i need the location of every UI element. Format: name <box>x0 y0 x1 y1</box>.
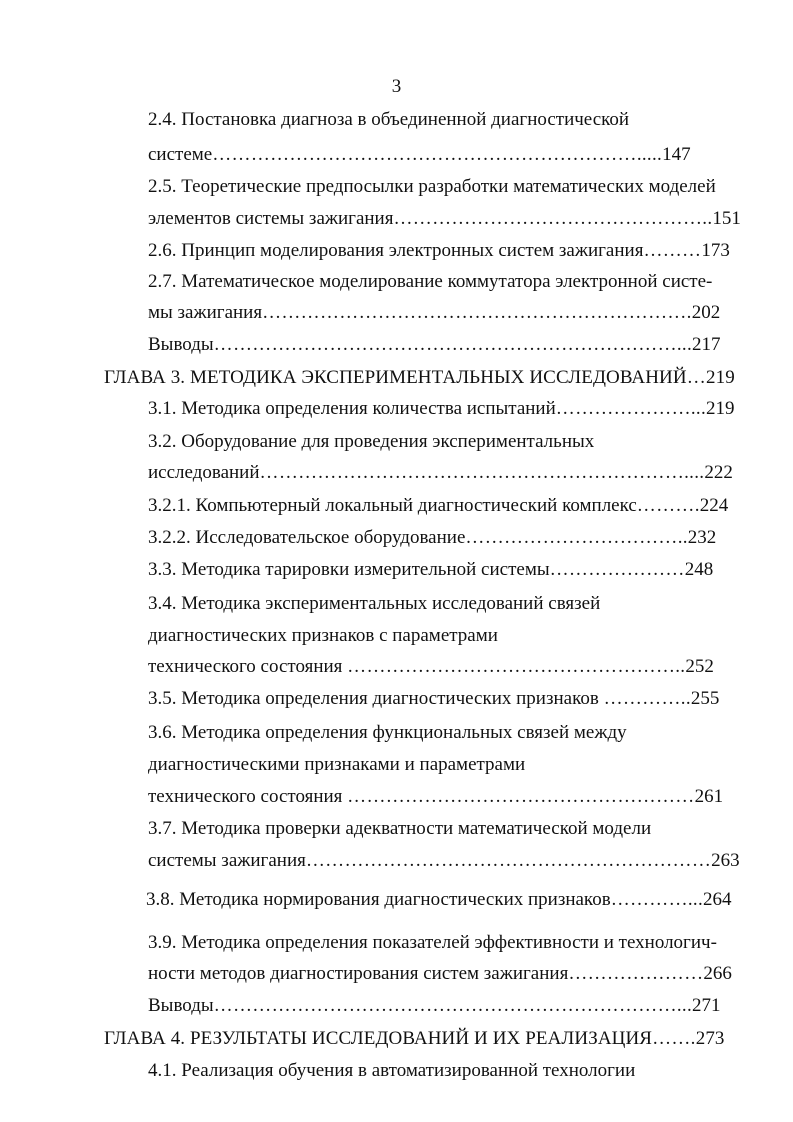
toc-entry-title: элементов системы зажигания <box>148 208 394 229</box>
toc-entry <box>148 655 714 679</box>
toc-chapter-heading <box>104 366 735 390</box>
toc-entry <box>148 785 723 809</box>
toc-page-number: 252 <box>685 656 714 677</box>
toc-entry-title: 3.2.2. Исследовательское оборудование <box>148 527 466 548</box>
toc-entry <box>148 430 594 454</box>
toc-page-number: 219 <box>706 398 735 419</box>
toc-leader-dots: ………………………………………………………………... <box>213 334 693 355</box>
toc-entry <box>148 849 740 873</box>
toc-page-number: 263 <box>711 850 740 871</box>
toc-leader-dots: …………………... <box>555 398 707 419</box>
toc-page-number: 248 <box>684 559 714 580</box>
toc-page-number: 173 <box>701 240 730 261</box>
toc-entry-title: 3.3. Методика тарировки измерительной системы <box>148 559 550 580</box>
toc-entry <box>148 239 730 263</box>
toc-entry <box>148 333 721 357</box>
toc-leader-dots: ………. <box>636 495 700 516</box>
toc-entry <box>148 397 735 421</box>
toc-entry-title: 3.5. Методика определения диагностических признаков <box>148 688 604 709</box>
toc-entry <box>148 461 733 485</box>
toc-leader-dots: ……………………………………………………… <box>305 850 712 871</box>
toc-entry-title: 2.5. Теоретические предпосылки разработки математических моделей <box>148 176 716 197</box>
toc-entry-title: ГЛАВА 3. МЕТОДИКА ЭКСПЕРИМЕНТАЛЬНЫХ ИССЛЕДОВАНИЙ <box>104 367 687 388</box>
toc-page-number: 271 <box>692 995 721 1016</box>
toc-leader-dots: ……………………………………………… <box>347 786 695 807</box>
toc-page-number: 232 <box>687 527 717 548</box>
toc-entry <box>148 817 651 841</box>
toc-entry-title: Выводы <box>148 334 214 355</box>
toc-leader-dots: …………………………….. <box>465 527 688 548</box>
toc-page-number: 217 <box>692 334 721 355</box>
page-number: 3 <box>391 76 402 97</box>
toc-entry-title: мы зажигания <box>148 302 263 323</box>
toc-entry-title: 2.4. Постановка диагноза в объединенной диагностической <box>148 109 630 130</box>
toc-entry-title: технического состояния <box>148 786 348 807</box>
toc-entry-title: 2.6. Принцип моделирования электронных систем зажигания <box>148 240 644 261</box>
toc-page-number: 219 <box>706 367 735 388</box>
toc-entry-title: 3.6. Методика определения функциональных связей между <box>148 722 627 743</box>
toc-page-number: 255 <box>690 688 720 709</box>
toc-entry <box>148 207 741 231</box>
toc-entry <box>148 558 713 582</box>
toc-leader-dots: ………………… <box>568 963 704 984</box>
toc-entry <box>148 994 721 1018</box>
toc-page-number: 264 <box>703 889 732 910</box>
toc-entry <box>148 931 717 955</box>
toc-entry-title: 3.8. Методика нормирования диагностических признаков <box>146 889 611 910</box>
toc-entry-title: системы зажигания <box>148 850 306 871</box>
toc-entry <box>148 721 627 745</box>
toc-entry <box>148 687 719 711</box>
toc-entry <box>148 175 716 199</box>
toc-page-number: 266 <box>703 963 732 984</box>
toc-entry <box>148 108 629 132</box>
toc-page-number: 151 <box>712 208 741 229</box>
toc-entry-title: 3.9. Методика определения показателей эффективности и технологич- <box>148 932 717 953</box>
toc-page-number: 202 <box>691 302 721 323</box>
toc-entry-title: 3.1. Методика определения количества испытаний <box>148 398 556 419</box>
toc-entry-title: Выводы <box>148 995 214 1016</box>
toc-entry-title: ности методов диагностирования систем зажигания <box>148 963 569 984</box>
toc-entry <box>148 1059 635 1083</box>
toc-entry <box>148 753 525 777</box>
toc-entry <box>148 270 712 294</box>
toc-entry <box>148 624 498 648</box>
toc-entry <box>148 301 720 325</box>
toc-entry-title: 3.2. Оборудование для проведения экспериментальных <box>148 431 595 452</box>
toc-entry-title: 3.7. Методика проверки адекватности математической модели <box>148 818 652 839</box>
toc-entry <box>148 143 691 167</box>
toc-entry-title: 3.4. Методика экспериментальных исследований связей <box>148 593 601 614</box>
toc-leader-dots: ………………………………………….. <box>393 208 713 229</box>
toc-chapter-heading <box>104 1027 725 1051</box>
toc-leader-dots: …………... <box>610 889 704 910</box>
toc-leader-dots: ………………… <box>549 559 685 580</box>
toc-entry <box>148 592 600 616</box>
toc-entry-title: технического состояния <box>148 656 348 677</box>
toc-leader-dots: …………………………………………….. <box>347 656 686 677</box>
toc-leader-dots: …………………………………………………………..... <box>212 144 663 165</box>
toc-entry-title: исследований <box>148 462 260 483</box>
toc-page-number: 224 <box>699 495 729 516</box>
toc-entry-title: ГЛАВА 4. РЕЗУЛЬТАТЫ ИССЛЕДОВАНИЙ И ИХ РЕАЛИЗАЦИЯ <box>104 1028 653 1049</box>
toc-entry-title: системе <box>148 144 213 165</box>
toc-page-number: 222 <box>704 462 733 483</box>
toc-leader-dots: ………………………………………………………….... <box>259 462 705 483</box>
toc-entry-title: диагностическими признаками и параметрами <box>148 754 526 775</box>
toc-leader-dots: ………………………………………………………………... <box>213 995 693 1016</box>
toc-leader-dots: ……. <box>652 1028 696 1049</box>
toc-entry-title: 3.2.1. Компьютерный локальный диагностический комплекс <box>148 495 637 516</box>
toc-leader-dots: … <box>686 367 706 388</box>
toc-page-number: 261 <box>694 786 724 807</box>
toc-entry <box>148 494 728 518</box>
toc-entry <box>148 526 716 550</box>
toc-leader-dots: ……… <box>643 240 702 261</box>
toc-leader-dots: …………………………………………………………. <box>262 302 692 323</box>
toc-page-number: 147 <box>662 144 691 165</box>
toc-entry-title: диагностических признаков с параметрами <box>148 625 498 646</box>
toc-entry <box>148 962 732 986</box>
toc-entry <box>146 888 732 912</box>
toc-leader-dots: ………….. <box>603 688 691 709</box>
toc-entry-title: 4.1. Реализация обучения в автоматизированной технологии <box>148 1060 636 1081</box>
toc-page-number: 273 <box>695 1028 725 1049</box>
toc-entry-title: 2.7. Математическое моделирование коммутатора электронной систе- <box>148 271 713 292</box>
